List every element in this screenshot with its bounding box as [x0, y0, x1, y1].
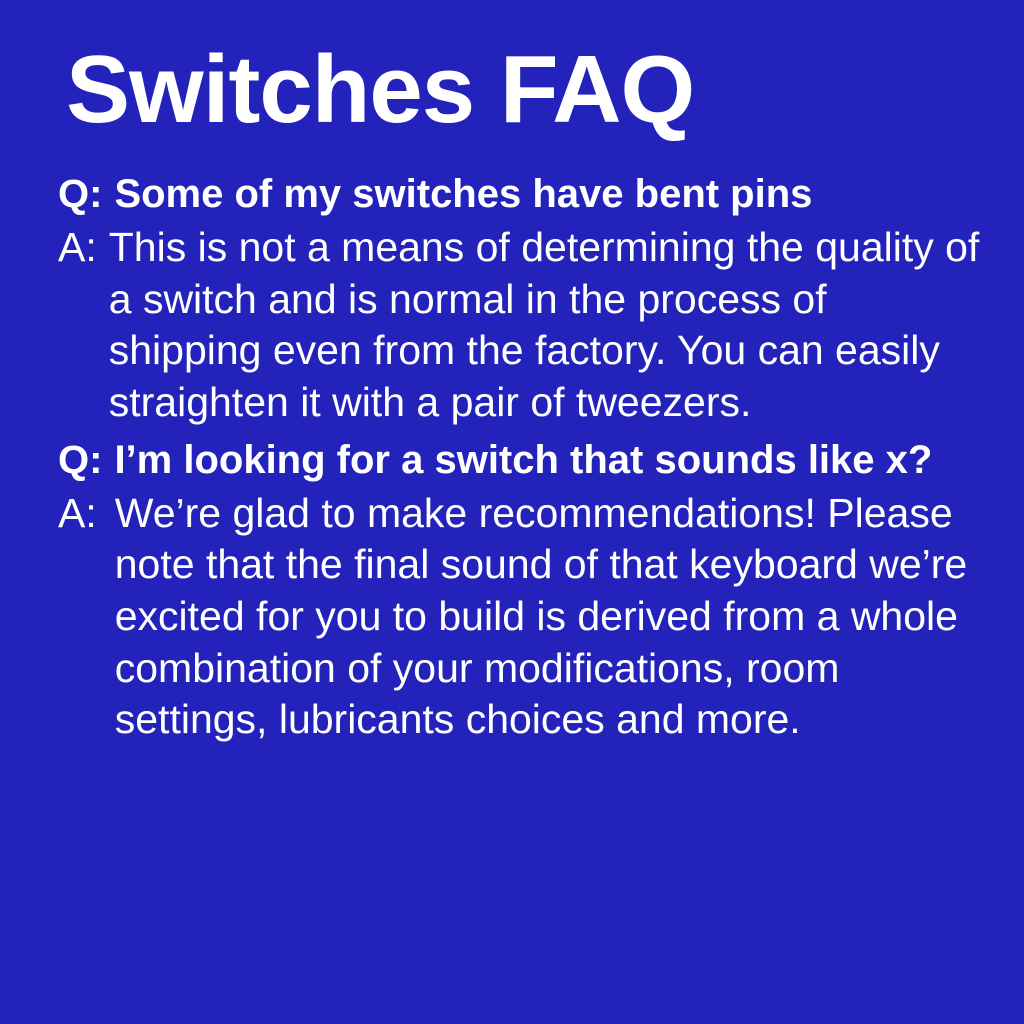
faq-answer-row	[58, 488, 1000, 746]
faq-item	[58, 435, 1000, 746]
question-text: Some of my switches have bent pins	[114, 171, 813, 216]
answer-text: We’re glad to make recommendations! Please note that the final sound of that keyboard we’re excited for you to build is derived from a whole combination of your modifications, room settings, lubricants choices and more.	[114, 489, 968, 743]
question-text: I’m looking for a switch that sounds like x?	[114, 437, 933, 482]
answer-marker: A:	[58, 489, 97, 536]
page-title: Switches FAQ	[66, 36, 695, 143]
faq-question-row	[58, 169, 1000, 220]
question-marker: Q:	[58, 171, 103, 216]
faq-list	[58, 169, 1000, 746]
faq-item	[58, 169, 1000, 429]
answer-text: This is not a means of determining the quality of a switch and is normal in the process of shipping even from the factory. You can easily straighten it with a pair of tweezers.	[108, 223, 980, 425]
faq-question-row	[58, 435, 1000, 486]
answer-marker: A:	[58, 223, 97, 270]
faq-answer-row	[58, 222, 1000, 429]
question-marker: Q:	[58, 437, 103, 482]
